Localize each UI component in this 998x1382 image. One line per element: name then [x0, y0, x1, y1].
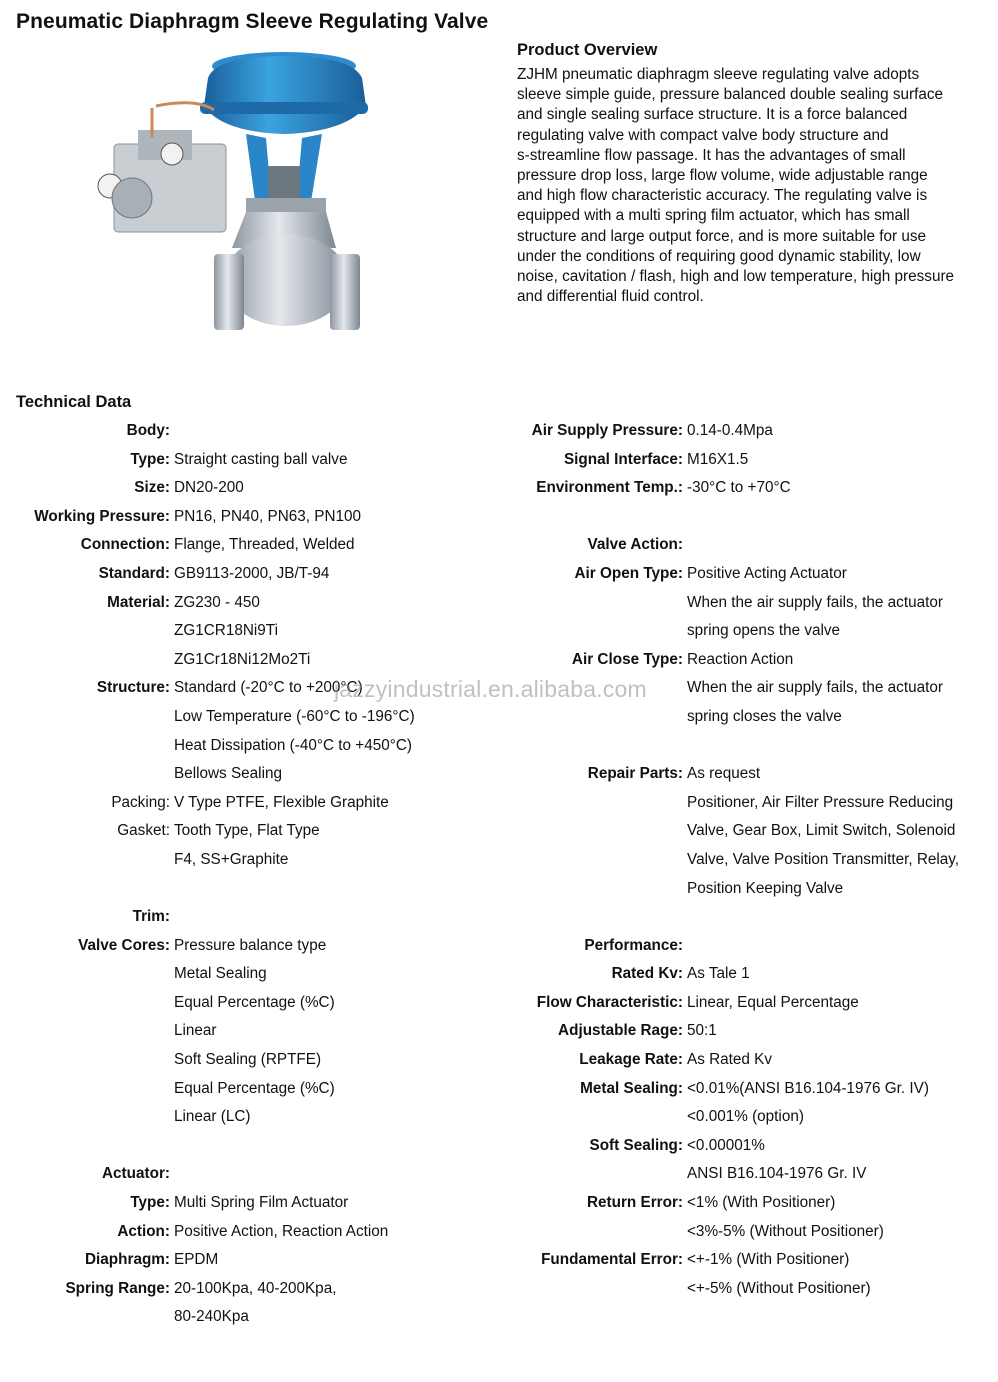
spec-label — [0, 989, 170, 1018]
overview-line: and single sealing surface structure. It is a force balanced — [517, 106, 908, 124]
spec-label — [510, 503, 683, 532]
table-row — [0, 903, 998, 932]
spec-label: Spring Range: — [65, 1279, 170, 1297]
spec-value: F4, SS+Graphite — [174, 850, 289, 868]
spec-label — [510, 703, 683, 732]
table-row — [0, 1132, 998, 1161]
spec-label: Soft Sealing: — [589, 1136, 683, 1154]
spec-value: DN20-200 — [174, 479, 244, 497]
table-row — [0, 960, 998, 989]
product-overview-text — [517, 65, 989, 307]
spec-label — [510, 903, 683, 932]
spec-label: Return Error: — [586, 1194, 683, 1212]
spec-value: Multi Spring Film Actuator — [174, 1194, 349, 1212]
spec-value: EPDM — [174, 1251, 219, 1269]
spec-value: Flange, Threaded, Welded — [174, 536, 355, 554]
spec-value: M16X1.5 — [687, 450, 749, 468]
spec-label — [0, 1103, 170, 1132]
spec-label: Size: — [134, 479, 170, 497]
table-row — [0, 617, 998, 646]
spec-value: Equal Percentage (%C) — [174, 1079, 335, 1097]
spec-label: Signal Interface: — [563, 450, 683, 468]
spec-label: Standard: — [98, 564, 170, 582]
spec-label — [0, 875, 170, 904]
spec-label — [0, 703, 170, 732]
spec-value: PN16, PN40, PN63, PN100 — [174, 507, 362, 525]
spec-value: Linear (LC) — [174, 1108, 251, 1126]
overview-line: sleeve simple guide, pressure balanced double sealing surface — [517, 86, 944, 104]
spec-value: Low Temperature (-60°C to -196°C) — [174, 707, 415, 725]
spec-value: Pressure balance type — [174, 936, 327, 954]
spec-label — [510, 1275, 683, 1304]
table-row — [0, 589, 998, 618]
spec-label: Repair Parts: — [587, 765, 683, 783]
spec-value: 80-240Kpa — [174, 1308, 249, 1326]
spec-value: ZG230 - 450 — [174, 593, 260, 611]
overview-line: equipped with a multi spring film actuator, which has small — [517, 207, 910, 225]
table-row — [0, 932, 998, 961]
table-row — [0, 846, 998, 875]
spec-label: Working Pressure: — [34, 507, 170, 525]
spec-label — [510, 875, 683, 904]
technical-data-table — [0, 417, 998, 1332]
spec-value: <0.001% (option) — [687, 1108, 804, 1126]
spec-value: Positive Action, Reaction Action — [174, 1222, 389, 1240]
spec-value: GB9113-2000, JB/T-94 — [174, 564, 330, 582]
table-row — [0, 789, 998, 818]
spec-label: Flow Characteristic: — [536, 993, 683, 1011]
spec-label — [510, 846, 683, 875]
spec-label: Actuator: — [102, 1165, 170, 1183]
spec-value: Positioner, Air Filter Pressure Reducing — [687, 793, 954, 811]
spec-label — [510, 1218, 683, 1247]
spec-label: Performance: — [584, 936, 683, 954]
table-row — [0, 1275, 998, 1304]
spec-value: As Rated Kv — [687, 1051, 773, 1069]
spec-value: <0.00001% — [687, 1136, 765, 1154]
table-row — [0, 1103, 998, 1132]
spec-label: Material: — [107, 593, 170, 611]
spec-label: Air Close Type: — [571, 650, 683, 668]
spec-label — [0, 617, 170, 646]
spec-label: Connection: — [80, 536, 170, 554]
spec-value: ANSI B16.104-1976 Gr. IV — [687, 1165, 867, 1183]
spec-value: Reaction Action — [687, 650, 794, 668]
watermark: jazzyindustrial.en.alibaba.com — [334, 676, 647, 702]
spec-value — [683, 1303, 687, 1332]
spec-value: spring opens the valve — [687, 622, 841, 640]
table-row — [0, 703, 998, 732]
spec-value — [170, 417, 510, 446]
table-row — [0, 474, 998, 503]
table-row — [0, 989, 998, 1018]
spec-value: When the air supply fails, the actuator — [687, 593, 943, 611]
spec-label — [0, 1017, 170, 1046]
spec-label: Type: — [130, 1194, 170, 1212]
product-overview-heading: Product Overview — [517, 41, 658, 59]
table-row — [0, 1246, 998, 1275]
spec-label: Action: — [117, 1222, 170, 1240]
spec-label — [0, 960, 170, 989]
spec-value — [170, 1160, 510, 1189]
spec-label: Air Open Type: — [574, 564, 683, 582]
spec-value: 20-100Kpa, 40-200Kpa, — [174, 1279, 337, 1297]
overview-line: structure and large output force, and is more suitable for use — [517, 227, 926, 245]
spec-value — [683, 732, 687, 761]
overview-line: noise, cavitation / flash, high and low temperature, high pressure — [517, 268, 955, 286]
spec-label — [510, 1103, 683, 1132]
spec-label: Air Supply Pressure: — [531, 422, 683, 439]
spec-value: Metal Sealing — [174, 965, 267, 983]
spec-value — [170, 903, 510, 932]
spec-label: Valve Cores: — [78, 936, 170, 954]
spec-value: Bellows Sealing — [174, 765, 282, 783]
table-row — [0, 732, 998, 761]
spec-value: Position Keeping Valve — [687, 879, 844, 897]
table-row — [0, 1303, 998, 1332]
spec-value: Tooth Type, Flat Type — [174, 822, 320, 840]
table-row — [0, 1017, 998, 1046]
overview-line: s-streamline flow passage. It has the advantages of small — [517, 146, 906, 164]
page-title: Pneumatic Diaphragm Sleeve Regulating Valve — [16, 10, 489, 33]
spec-label: Gasket: — [117, 822, 170, 840]
spec-value: Linear — [174, 1022, 217, 1040]
spec-label — [510, 1303, 683, 1332]
table-row — [0, 1075, 998, 1104]
table-row — [0, 1160, 998, 1189]
overview-line: ZJHM pneumatic diaphragm sleeve regulating valve adopts — [517, 66, 920, 83]
spec-value: As request — [687, 765, 761, 783]
spec-value: Soft Sealing (RPTFE) — [174, 1051, 322, 1069]
spec-value: As Tale 1 — [687, 965, 750, 983]
spec-label: Adjustable Rage: — [558, 1022, 683, 1040]
spec-label — [0, 1132, 170, 1161]
spec-value: <0.01%(ANSI B16.104-1976 Gr. IV) — [687, 1079, 929, 1097]
technical-data-heading: Technical Data — [16, 393, 132, 411]
spec-label: Fundamental Error: — [541, 1251, 683, 1269]
spec-value: Positive Acting Actuator — [687, 564, 847, 582]
spec-label: Rated Kv: — [611, 965, 683, 983]
spec-label — [510, 789, 683, 818]
spec-label — [510, 1160, 683, 1189]
table-row — [0, 417, 998, 446]
spec-value: 50:1 — [687, 1022, 717, 1040]
table-row — [0, 1218, 998, 1247]
overview-line: pressure drop loss, large flow volume, wide adjustable range — [517, 167, 928, 185]
spec-value: spring closes the valve — [687, 707, 842, 725]
spec-value: <1% (With Positioner) — [687, 1194, 836, 1212]
spec-label: Diaphragm: — [85, 1251, 170, 1269]
spec-value: <3%-5% (Without Positioner) — [687, 1222, 884, 1240]
spec-value: -30°C to +70°C — [687, 479, 791, 497]
spec-value: ZG1CR18Ni9Ti — [174, 622, 278, 640]
spec-label — [510, 817, 683, 846]
spec-label — [0, 1303, 170, 1332]
spec-value: Equal Percentage (%C) — [174, 993, 335, 1011]
spec-value: <+-1% (With Positioner) — [687, 1251, 850, 1269]
table-row — [0, 646, 998, 675]
spec-value: Heat Dissipation (-40°C to +450°C) — [174, 736, 412, 754]
table-row — [0, 446, 998, 475]
spec-value: Linear, Equal Percentage — [687, 993, 859, 1011]
spec-label: Environment Temp.: — [536, 479, 683, 497]
spec-value: Valve, Gear Box, Limit Switch, Solenoid — [687, 822, 956, 840]
spec-value: When the air supply fails, the actuator — [687, 679, 943, 697]
spec-label — [0, 646, 170, 675]
spec-label: Type: — [130, 450, 170, 468]
spec-label — [0, 732, 170, 761]
spec-label: Valve Action: — [587, 536, 683, 554]
spec-value — [170, 1132, 510, 1161]
table-row — [0, 817, 998, 846]
spec-value — [683, 503, 687, 532]
spec-label: Leakage Rate: — [579, 1051, 683, 1069]
spec-label — [0, 1046, 170, 1075]
spec-value: 0.14-0.4Mpa — [687, 422, 773, 439]
spec-label — [0, 1075, 170, 1104]
spec-label — [510, 589, 683, 618]
spec-label: Body: — [126, 422, 170, 439]
table-row — [0, 560, 998, 589]
table-row — [0, 875, 998, 904]
spec-label: Packing: — [111, 793, 170, 811]
spec-value: <+-5% (Without Positioner) — [687, 1279, 871, 1297]
table-row — [0, 1189, 998, 1218]
table-row — [0, 503, 998, 532]
spec-label — [510, 732, 683, 761]
spec-value — [683, 531, 687, 560]
spec-label: Structure: — [96, 679, 170, 697]
spec-value — [683, 903, 687, 932]
overview-line: and differential fluid control. — [517, 288, 704, 306]
spec-value: ZG1Cr18Ni12Mo2Ti — [174, 650, 311, 668]
spec-label: Metal Sealing: — [580, 1079, 683, 1097]
overview-line: regulating valve with compact valve body structure and — [517, 126, 889, 144]
valve-product-image — [96, 48, 396, 342]
table-row — [0, 760, 998, 789]
table-row — [0, 1046, 998, 1075]
spec-value: Standard (-20°C to +200°C) — [174, 679, 363, 697]
spec-value — [170, 875, 510, 904]
spec-label: Trim: — [132, 908, 170, 926]
spec-value: Valve, Valve Position Transmitter, Relay, — [687, 850, 960, 868]
spec-label — [510, 617, 683, 646]
spec-label — [0, 846, 170, 875]
overview-line: under the conditions of requiring good dynamic stability, low — [517, 247, 921, 265]
spec-value: V Type PTFE, Flexible Graphite — [174, 793, 389, 811]
spec-label — [0, 760, 170, 789]
spec-value: Straight casting ball valve — [174, 450, 348, 468]
table-row — [0, 531, 998, 560]
overview-line: and high flow characteristic accuracy. The regulating valve is — [517, 187, 928, 205]
spec-value — [683, 932, 687, 961]
